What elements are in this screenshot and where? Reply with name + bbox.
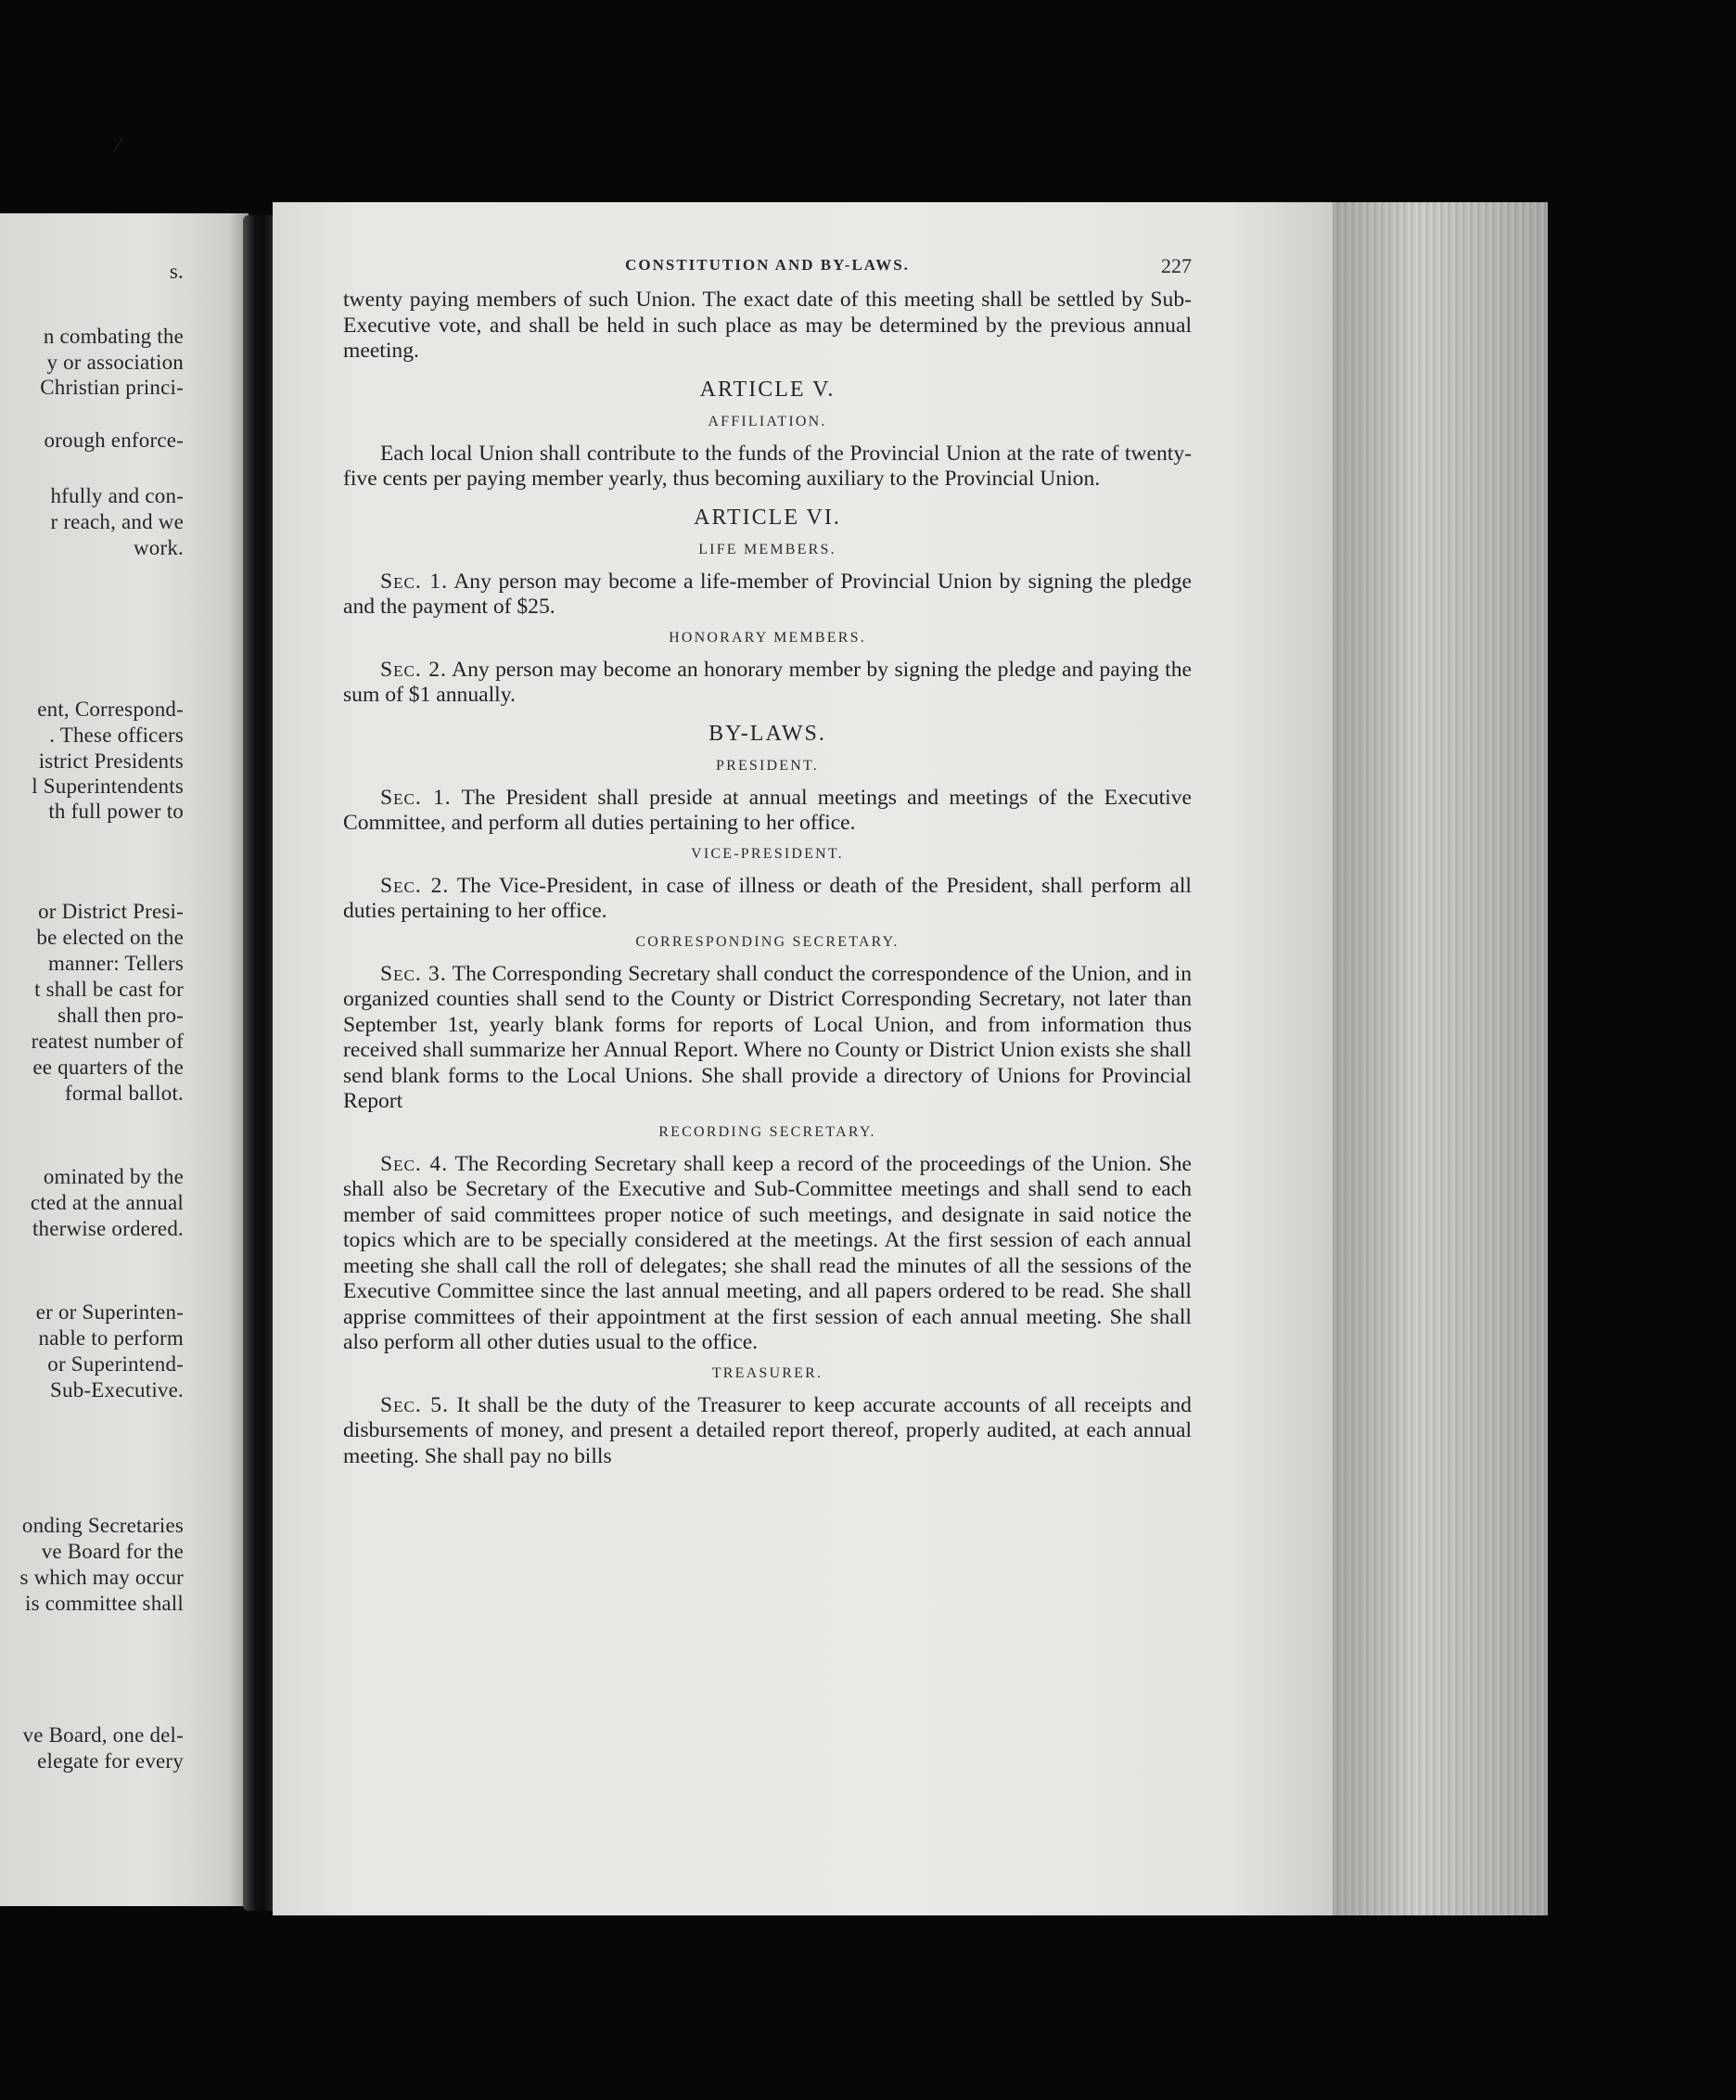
left-page-line: ve Board, one del- [22,1723,184,1747]
left-page-line: cted at the annual [30,1191,184,1214]
section-label: Sec. 1. [380,785,452,810]
section-recording-secretary [343,1152,1192,1356]
corresponding-secretary-heading: CORRESPONDING SECRETARY. [635,933,900,950]
left-page-line: orough enforce- [44,429,184,452]
left-page-line: n combating the [43,325,184,348]
vice-president-heading: VICE-PRESIDENT. [691,845,844,862]
section-label: Sec. 3. [380,961,447,986]
treasurer-heading: TREASURER. [711,1364,823,1381]
left-page-line: s. [169,260,184,283]
section-label: Sec. 2. [380,657,447,682]
section-text: The Recording Secretary shall keep a record of the proceedings of the Union. She shall also be Secretary of the Executive and Sub-Committee meetings and shall send to each member of said committees proper notice of such meetings, and designate in said notice the topics which are to be specially considered at the meetings. At the first session of each annual meeting she shall call the roll of delegates; she shall read the minutes of all the sessions of the Executive Committee since the last annual meeting, and all papers ordered to be read. She shall apprise committees of their appointment at the first session of each annual meeting. She shall also perform all other duties usual to the office. [343,1151,1192,1354]
section-honorary-members [343,658,1192,709]
left-page-line: or District Presi- [38,900,184,923]
section-vice-president [343,874,1192,925]
paragraph-intro: twenty paying members of such Union. The exact date of this meeting shall be settled by Sub-Executive vote, and shall be held in such place as may be determined by the previous annual meeting. [343,288,1192,363]
left-page-line: ominated by the [43,1165,184,1188]
president-heading: PRESIDENT. [715,757,820,774]
left-page-line: is committee shall [25,1592,184,1615]
affiliation-heading: AFFILIATION. [708,413,827,429]
left-page-line: be elected on the [36,926,184,949]
page-content [343,250,1192,1469]
section-text: Any person may become an honorary member by signing the pledge and paying the sum of $1 annually. [343,657,1192,707]
running-head [343,250,1192,288]
left-page-line: shall then pro- [57,1004,184,1027]
article-v-heading: ARTICLE V. [699,377,836,402]
page-number: 227 [1161,254,1192,277]
life-members-heading: LIFE MEMBERS. [698,541,836,557]
section-label: Sec. 4. [380,1151,449,1176]
left-page-line: r reach, and we [50,510,184,533]
left-page-line: therwise ordered. [32,1217,184,1240]
left-page-line: istrict Presidents [38,749,184,773]
running-title: CONSTITUTION AND BY-LAWS. [625,256,910,274]
left-page-line: nable to perform [38,1326,184,1350]
left-page-line: ent, Correspond- [37,698,184,721]
section-president [343,786,1192,837]
honorary-members-heading: HONORARY MEMBERS. [669,629,866,646]
left-page-line: work. [133,536,184,559]
left-page-line: s which may occur [19,1566,184,1589]
recording-secretary-heading: RECORDING SECRETARY. [658,1123,876,1140]
handwritten-mark: ⸍ [108,131,132,172]
by-laws-heading: BY-LAWS. [708,721,826,746]
left-page-line: hfully and con- [50,484,184,507]
left-page-line: elegate for every [37,1749,184,1773]
paragraph-affiliation: Each local Union shall contribute to the funds of the Provincial Union at the rate of twenty-five cents per paying member yearly, thus becoming auxiliary to the Provincial Union. [343,441,1192,491]
left-page-line: manner: Tellers [48,952,184,975]
left-page-line: or Superintend- [47,1352,184,1376]
section-label: Sec. 2. [380,873,450,898]
left-page-line: onding Secretaries [21,1514,184,1537]
left-page-line: y or association [46,351,184,374]
article-vi-heading: ARTICLE VI. [694,505,841,530]
section-treasurer [343,1393,1192,1470]
left-page-line: th full power to [48,800,184,823]
left-page-line: Christian princi- [40,376,184,399]
section-text: Any person may become a life-member of Provincial Union by signing the pledge and the payment of $25. [343,569,1192,619]
section-label: Sec. 5. [380,1392,449,1417]
left-page-line: t shall be cast for [34,978,184,1001]
section-corresponding-secretary [343,962,1192,1115]
left-page-line: l Superintendents [32,775,184,798]
section-text: It shall be the duty of the Treasurer to keep accurate accounts of all receipts and disbursements of money, and present a detailed report thereof, properly audited, at each annual meeting. She shall pay no bills [343,1392,1192,1468]
left-page-line: Sub-Executive. [50,1378,184,1402]
page-edges-shade [1333,202,1548,1915]
section-text: The Vice-President, in case of illness or death of the President, shall perform all duties pertaining to her office. [343,873,1192,923]
book-gutter [243,215,276,1911]
section-text: The Corresponding Secretary shall conduct the correspondence of the Union, and in organized counties shall send to the County or District Corresponding Secretary, not later than September 1st, yearly blank forms for reports of Local Union, and from information thus received shall summarize her Annual Report. Where no County or District Union exists she shall send blank forms to the Local Unions. She shall provide a directory of Unions for Provincial Report [343,961,1192,1113]
left-page-line: ve Board for the [41,1540,184,1563]
section-label: Sec. 1. [380,569,448,594]
left-page-line: formal ballot. [65,1082,184,1105]
left-page-line: ee quarters of the [32,1056,184,1079]
left-page-line: er or Superinten- [35,1300,184,1324]
left-page-line: reatest number of [31,1030,184,1053]
section-life-members [343,570,1192,621]
left-page [0,213,249,1906]
left-page-line: . These officers [49,723,184,747]
section-text: The President shall preside at annual meetings and meetings of the Executive Committee, and perform all duties pertaining to her office. [343,785,1192,835]
